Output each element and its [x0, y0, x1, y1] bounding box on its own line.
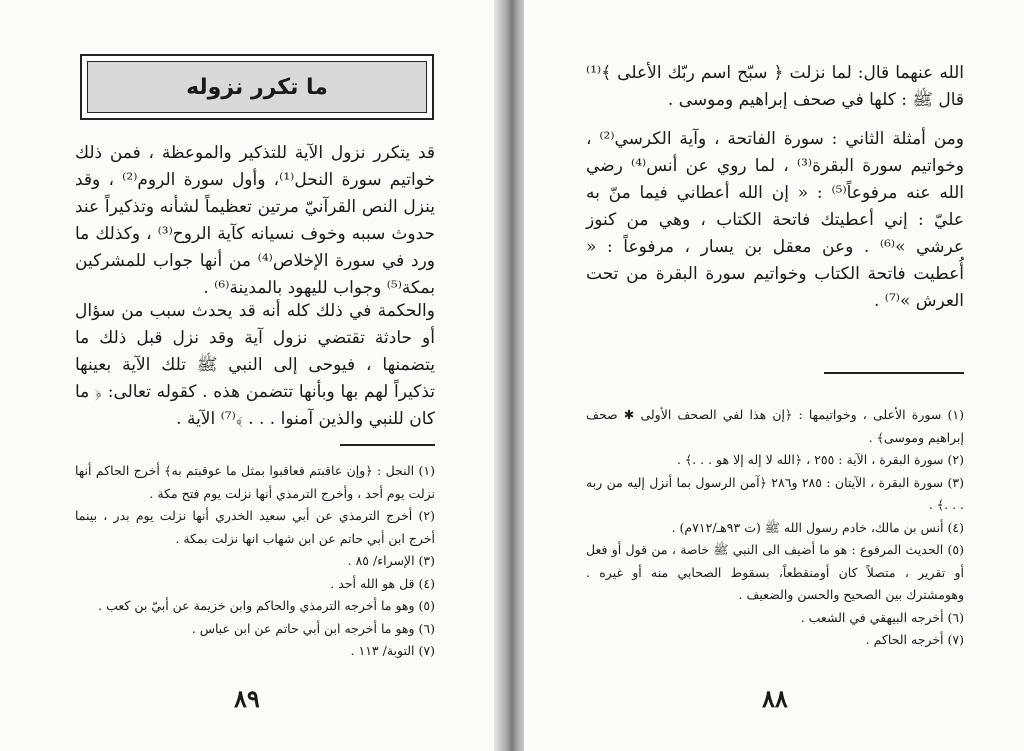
- footnote-item: (١) النحل : ﴿وإن عاقبتم فعاقبوا بمثل ما عوقبتم به﴾ أخرج الحاكم أنها نزلت يوم أحد ، وأخرج الترمذي أنها نزلت يوم فتح مكة .: [75, 463, 435, 501]
- footnote-item: (٧) أخرجه الحاكم .: [865, 632, 964, 647]
- footnote-item: (٥) الحديث المرفوع : هو ما أضيف الى النبي ﷺ خاصة ، من قول أو فعل أو تقرير ، متصلاً كان أومنقطعاً، بسقوط الصحابي منه أو غيره . وهومشترك بين الصحيح والحسن والضعيف .: [586, 542, 964, 602]
- chapter-title-box: [80, 54, 434, 120]
- left-footnotes: [75, 460, 435, 663]
- left-page: [0, 0, 500, 751]
- page-number: ٨٩: [234, 684, 260, 713]
- page-number: ٨٨: [762, 684, 788, 713]
- right-paragraph-1: الله عنهما قال: لما نزلت ﴿ سبّح اسم ربّك الأعلى ﴾⁽¹⁾ قال ﷺ : كلها في صحف إبراهيم وموسى .: [586, 63, 964, 110]
- footnote-item: (٧) التوبة/ ١١٣ .: [350, 643, 435, 658]
- footnote-item: (٤) أنس بن مالك، خادم رسول الله ﷺ (ت ٩٣هـ/٧١٢م) .: [671, 519, 964, 535]
- footnote-item: (٣) سورة البقرة ، الآيتان : ٢٨٥ و٢٨٦ ﴿آمن الرسول بما أنزل إليه من ربه . . .﴾ .: [586, 474, 964, 512]
- footnote-item: (٣) الإسراء/ ٨٥ .: [347, 553, 435, 568]
- footnote-item: (٦) وهو ما أخرجه ابن أبي حاتم عن ابن عباس .: [191, 620, 435, 636]
- left-paragraph-1: قد يتكرر نزول الآية للتذكير والموعظة ، فمن ذلك خواتيم سورة النحل⁽¹⁾، وأول سورة الروم⁽²⁾ ، وقد ينزل النص القرآنيّ مرتين تعظيماً لشأنه وتذكيراً عند حدوث سببه وخوف نسيانه كآية الروح⁽³⁾ ، وكذلك ما ورد في سورة الإخلاص⁽⁴⁾ من أنها جواب للمشركين بمكة⁽⁵⁾ وجواب لليهود بالمدينة⁽⁶⁾ .: [75, 143, 435, 298]
- footnote-item: (٢) سورة البقرة ، الآية : ٢٥٥ ، ﴿الله لا إله إلا هو . . .﴾ .: [676, 452, 964, 467]
- footnote-item: (١) سورة الأعلى ، وخواتيمها : ﴿إن هذا لفي الصحف الأولى ✱ صحف إبراهيم وموسى﴾ .: [586, 407, 964, 445]
- footnote-item: (٢) أخرج الترمذي عن أبي سعيد الخدري أنها نزلت يوم بدر ، بينما أخرج ابن أبي حاتم عن ابن شهاب انها نزلت بمكة .: [75, 508, 435, 546]
- chapter-title: ما تكرر نزوله: [87, 61, 427, 113]
- footnote-separator: [824, 372, 964, 374]
- right-page: [524, 0, 1024, 751]
- footnote-item: (٥) وهو ما أخرجه الترمذي والحاكم وابن خزيمة عن أبيّ بن كعب .: [98, 598, 435, 613]
- right-footnotes: [586, 404, 964, 652]
- left-paragraph-2: والحكمة في ذلك كله أنه قد يحدث سبب من سؤال أو حادثة تقتضي نزول آية وقد نزل قبل ذلك ما يتضمنها ، فيوحى إلى النبي ﷺ تلك الآية بعينها تذكيراً لهم بها وبأنها تتضمن هذه . كقوله تعالى: ﴿ ما كان للنبي والذين آمنوا . . . ﴾⁽⁷⁾ الآية .: [75, 301, 435, 429]
- right-paragraph-2: ومن أمثلة الثاني : سورة الفاتحة ، وآية الكرسي⁽²⁾ ، وخواتيم سورة البقرة⁽³⁾ ، لما روي عن أنس⁽⁴⁾ رضي الله عنه مرفوعاً⁽⁵⁾ : « إن الله أعطاني فيما منّ به عليّ : إني أعطيتك فاتحة الكتاب ، وهي من كنوز عرشي »⁽⁶⁾ . وعن معقل بن يسار ، مرفوعاً : « أُعطيت فاتحة الكتاب وخواتيم سورة البقرة من تحت العرش »⁽⁷⁾ .: [586, 129, 965, 311]
- footnote-separator: [340, 444, 435, 446]
- footnote-item: (٤) قل هو الله أحد .: [330, 575, 435, 591]
- footnote-item: (٦) أخرجه البيهقي في الشعب .: [800, 609, 964, 625]
